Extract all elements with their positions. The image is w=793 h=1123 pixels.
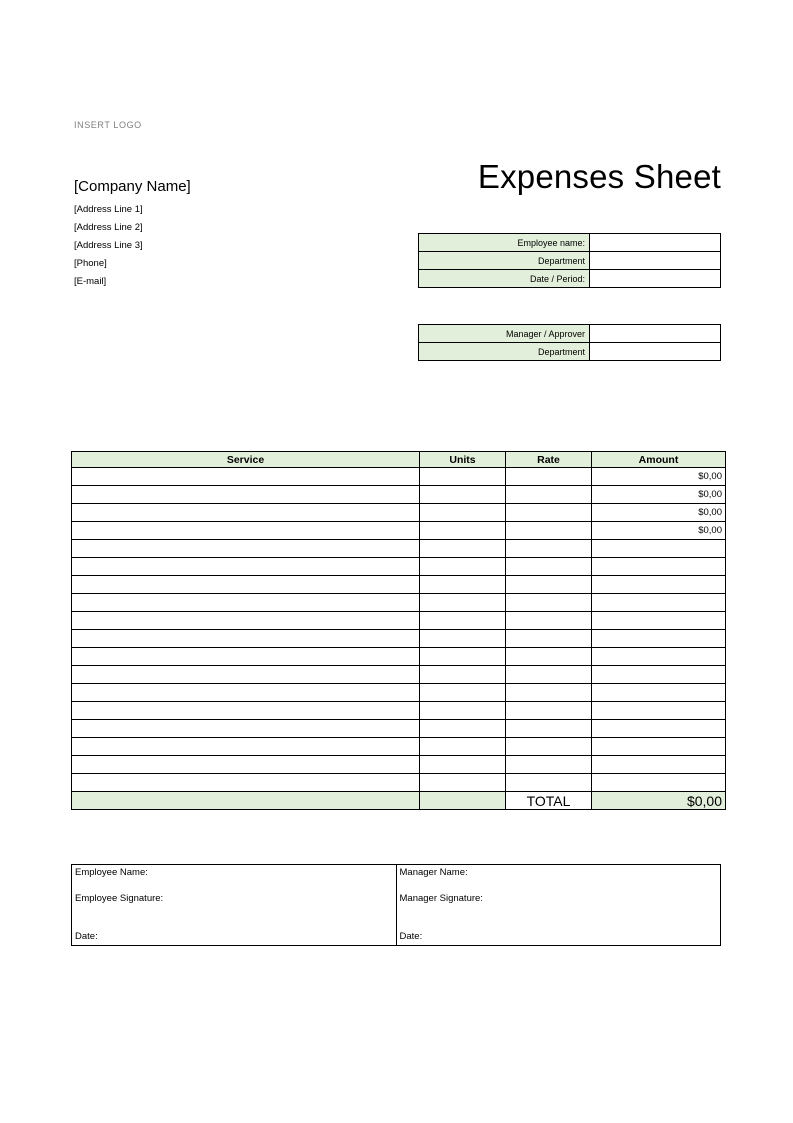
manager-department-field[interactable]: [590, 343, 721, 361]
rate-cell[interactable]: [506, 684, 592, 702]
service-cell[interactable]: [72, 720, 420, 738]
amount-cell[interactable]: [592, 738, 726, 756]
employee-name-row: [419, 234, 721, 252]
manager-name-signoff-label: Manager Name:: [399, 867, 468, 878]
column-header-units: Units: [420, 452, 506, 468]
manager-signature-label: Manager Signature:: [399, 893, 483, 904]
rate-cell[interactable]: [506, 576, 592, 594]
amount-cell[interactable]: [592, 702, 726, 720]
units-cell[interactable]: [420, 522, 506, 540]
total-row: [72, 792, 726, 810]
services-header-row: [72, 452, 726, 468]
amount-cell[interactable]: $0,00: [592, 522, 726, 540]
column-header-rate: Rate: [506, 452, 592, 468]
employee-info-table: [418, 233, 721, 288]
rate-cell[interactable]: [506, 468, 592, 486]
column-header-service: Service: [72, 452, 420, 468]
amount-cell[interactable]: [592, 612, 726, 630]
table-row: [72, 720, 726, 738]
manager-approver-row: [419, 325, 721, 343]
logo-placeholder: INSERT LOGO: [74, 120, 142, 130]
rate-cell[interactable]: [506, 702, 592, 720]
units-cell[interactable]: [420, 486, 506, 504]
address-line-1: [Address Line 1]: [74, 204, 143, 215]
employee-signature-label: Employee Signature:: [75, 893, 164, 904]
amount-cell[interactable]: [592, 666, 726, 684]
units-cell[interactable]: [420, 468, 506, 486]
amount-cell[interactable]: [592, 720, 726, 738]
rate-cell[interactable]: [506, 720, 592, 738]
units-cell[interactable]: [420, 774, 506, 792]
service-cell[interactable]: [72, 738, 420, 756]
phone-line: [Phone]: [74, 258, 107, 269]
total-blank-cell: [420, 792, 506, 810]
service-cell[interactable]: [72, 540, 420, 558]
date-period-label: Date / Period:: [419, 270, 590, 288]
units-cell[interactable]: [420, 504, 506, 522]
units-cell[interactable]: [420, 576, 506, 594]
table-row: [72, 774, 726, 792]
units-cell[interactable]: [420, 684, 506, 702]
table-row: [72, 738, 726, 756]
rate-cell[interactable]: [506, 540, 592, 558]
table-row: [72, 702, 726, 720]
manager-date-label: Date:: [399, 931, 423, 942]
total-blank-cell: [72, 792, 420, 810]
service-cell[interactable]: [72, 648, 420, 666]
manager-info-table: [418, 324, 721, 361]
rate-cell[interactable]: [506, 558, 592, 576]
total-label: TOTAL: [506, 792, 592, 810]
service-cell[interactable]: [72, 594, 420, 612]
rate-cell[interactable]: [506, 612, 592, 630]
table-row: [72, 540, 726, 558]
table-row: [72, 504, 726, 522]
service-cell[interactable]: [72, 612, 420, 630]
services-table: [71, 451, 726, 810]
service-cell[interactable]: [72, 522, 420, 540]
service-cell[interactable]: [72, 756, 420, 774]
units-cell[interactable]: [420, 666, 506, 684]
table-row: [72, 558, 726, 576]
service-cell[interactable]: [72, 684, 420, 702]
service-cell[interactable]: [72, 630, 420, 648]
units-cell[interactable]: [420, 738, 506, 756]
amount-cell[interactable]: [592, 684, 726, 702]
amount-cell[interactable]: $0,00: [592, 486, 726, 504]
employee-name-label: Employee name:: [419, 234, 590, 252]
units-cell[interactable]: [420, 756, 506, 774]
rate-cell[interactable]: [506, 630, 592, 648]
units-cell[interactable]: [420, 648, 506, 666]
signatures-table: [71, 864, 721, 946]
units-cell[interactable]: [420, 630, 506, 648]
amount-cell[interactable]: [592, 576, 726, 594]
total-value: $0,00: [592, 792, 726, 810]
employee-name-field[interactable]: [590, 234, 721, 252]
service-cell[interactable]: [72, 486, 420, 504]
rate-cell[interactable]: [506, 522, 592, 540]
amount-cell[interactable]: [592, 594, 726, 612]
amount-cell[interactable]: $0,00: [592, 468, 726, 486]
amount-cell[interactable]: [592, 630, 726, 648]
amount-cell[interactable]: [592, 774, 726, 792]
rate-cell[interactable]: [506, 486, 592, 504]
manager-approver-field[interactable]: [590, 325, 721, 343]
rate-cell[interactable]: [506, 666, 592, 684]
table-row: [72, 648, 726, 666]
manager-department-row: [419, 343, 721, 361]
employee-date-label: Date:: [75, 931, 98, 942]
table-row: [72, 486, 726, 504]
page-title: Expenses Sheet: [477, 158, 721, 195]
units-cell[interactable]: [420, 612, 506, 630]
units-cell[interactable]: [420, 702, 506, 720]
rate-cell[interactable]: [506, 648, 592, 666]
table-row: [72, 576, 726, 594]
employee-department-field[interactable]: [590, 252, 721, 270]
company-name: [Company Name]: [74, 178, 191, 195]
service-cell[interactable]: [72, 468, 420, 486]
email-line: [E-mail]: [74, 276, 107, 287]
date-period-field[interactable]: [590, 270, 721, 288]
rate-cell[interactable]: [506, 504, 592, 522]
table-row: [72, 756, 726, 774]
address-line-3: [Address Line 3]: [74, 240, 143, 251]
manager-department-label: Department: [419, 343, 590, 361]
service-cell[interactable]: [72, 504, 420, 522]
table-row: [72, 684, 726, 702]
service-cell[interactable]: [72, 576, 420, 594]
amount-cell[interactable]: [592, 756, 726, 774]
amount-cell[interactable]: [592, 648, 726, 666]
employee-signature-block: [72, 865, 397, 946]
table-row: [72, 666, 726, 684]
employee-name-signoff-label: Employee Name:: [75, 867, 148, 878]
date-period-row: [419, 270, 721, 288]
amount-cell[interactable]: [592, 540, 726, 558]
rate-cell[interactable]: [506, 774, 592, 792]
rate-cell[interactable]: [506, 594, 592, 612]
manager-signature-block: [396, 865, 721, 946]
table-row: [72, 522, 726, 540]
address-line-2: [Address Line 2]: [74, 222, 143, 233]
employee-department-label: Department: [419, 252, 590, 270]
rate-cell[interactable]: [506, 756, 592, 774]
table-row: [72, 594, 726, 612]
units-cell[interactable]: [420, 720, 506, 738]
units-cell[interactable]: [420, 594, 506, 612]
service-cell[interactable]: [72, 702, 420, 720]
manager-approver-label: Manager / Approver: [419, 325, 590, 343]
rate-cell[interactable]: [506, 738, 592, 756]
amount-cell[interactable]: $0,00: [592, 504, 726, 522]
table-row: [72, 468, 726, 486]
units-cell[interactable]: [420, 558, 506, 576]
column-header-amount: Amount: [592, 452, 726, 468]
table-row: [72, 630, 726, 648]
table-row: [72, 612, 726, 630]
service-cell[interactable]: [72, 558, 420, 576]
units-cell[interactable]: [420, 540, 506, 558]
service-cell[interactable]: [72, 666, 420, 684]
service-cell[interactable]: [72, 774, 420, 792]
amount-cell[interactable]: [592, 558, 726, 576]
employee-department-row: [419, 252, 721, 270]
